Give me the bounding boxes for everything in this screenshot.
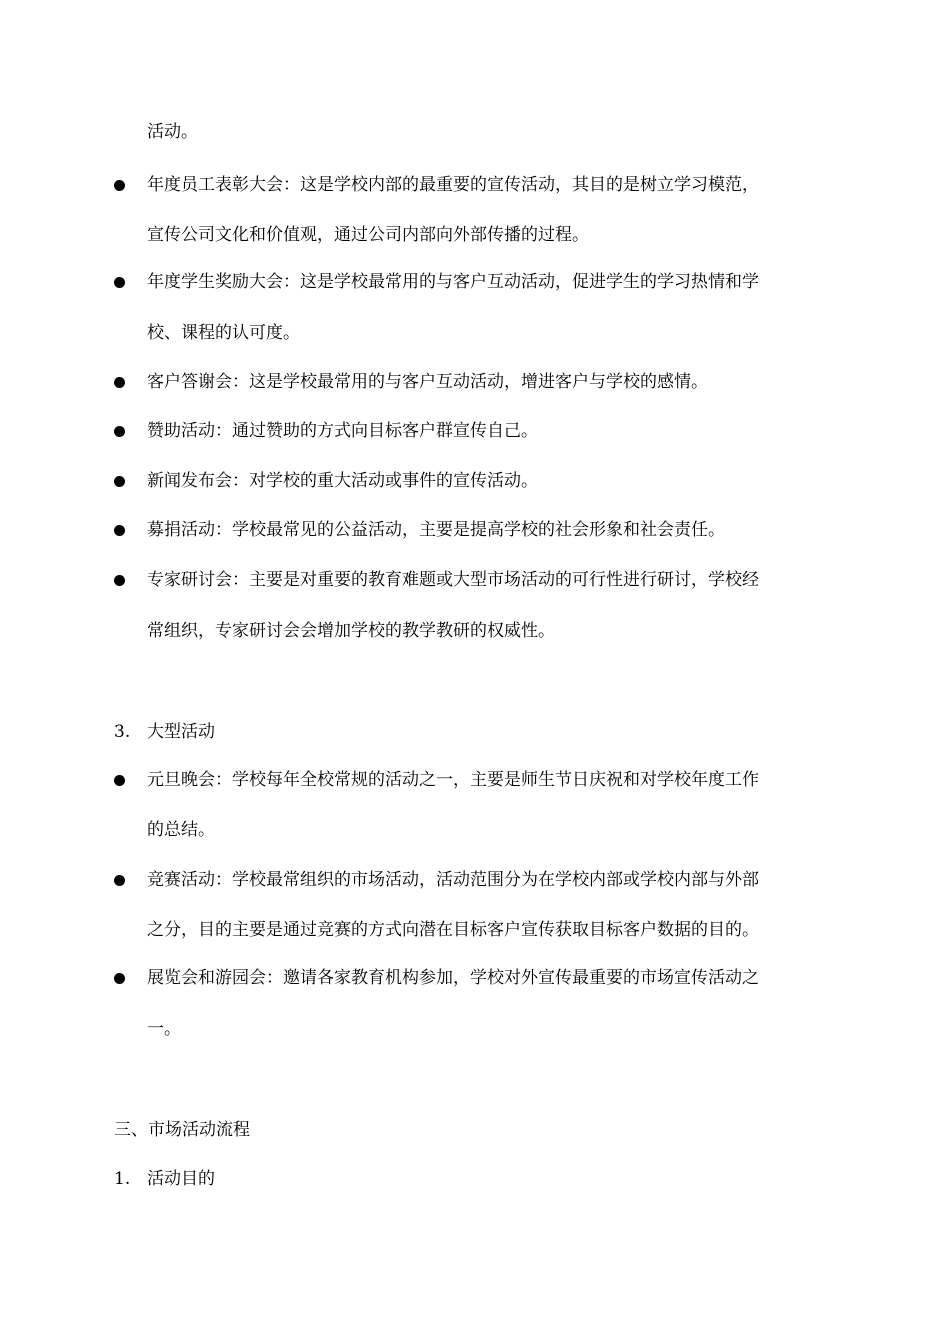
continuation-text: 活动。	[147, 122, 198, 142]
bullet-icon	[114, 775, 125, 786]
list-item-line: 元旦晚会：学校每年全校常规的活动之一，主要是师生节日庆祝和对学校年度工作	[147, 770, 759, 790]
list-item-line: 的总结。	[147, 820, 215, 840]
bullet-icon	[114, 973, 125, 984]
list-item-line: 新闻发布会：对学校的重大活动或事件的宣传活动。	[147, 471, 538, 491]
bullet-icon	[114, 525, 125, 536]
section-title: 大型活动	[147, 722, 215, 742]
section-heading: 三、市场活动流程	[114, 1120, 250, 1140]
bullet-icon	[114, 277, 125, 288]
section-number: 3.	[114, 722, 131, 742]
list-item-line: 校、课程的认可度。	[147, 323, 300, 343]
bullet-icon	[114, 875, 125, 886]
item-number: 1.	[114, 1169, 131, 1189]
list-item-line: 展览会和游园会：邀请各家教育机构参加，学校对外宣传最重要的市场宣传活动之	[147, 968, 759, 988]
list-item-line: 赞助活动：通过赞助的方式向目标客户群宣传自己。	[147, 421, 538, 441]
list-item-line: 常组织，专家研讨会会增加学校的教学教研的权威性。	[147, 621, 555, 641]
list-item-line: 年度学生奖励大会：这是学校最常用的与客户互动活动，促进学生的学习热情和学	[147, 272, 759, 292]
list-item-line: 之分，目的主要是通过竞赛的方式向潜在目标客户宣传获取目标客户数据的目的。	[147, 920, 759, 940]
bullet-icon	[114, 180, 125, 191]
list-item-line: 专家研讨会：主要是对重要的教育难题或大型市场活动的可行性进行研讨，学校经	[147, 570, 759, 590]
list-item-line: 一。	[147, 1019, 181, 1039]
bullet-icon	[114, 377, 125, 388]
list-item-line: 募捐活动：学校最常见的公益活动，主要是提高学校的社会形象和社会责任。	[147, 520, 725, 540]
item-title: 活动目的	[147, 1169, 215, 1189]
list-item-line: 年度员工表彰大会：这是学校内部的最重要的宣传活动，其目的是树立学习模范，	[147, 175, 759, 195]
bullet-icon	[114, 575, 125, 586]
bullet-icon	[114, 426, 125, 437]
bullet-icon	[114, 476, 125, 487]
list-item-line: 客户答谢会：这是学校最常用的与客户互动活动，增进客户与学校的感情。	[147, 372, 708, 392]
list-item-line: 竞赛活动：学校最常组织的市场活动，活动范围分为在学校内部或学校内部与外部	[147, 870, 759, 890]
list-item-line: 宣传公司文化和价值观，通过公司内部向外部传播的过程。	[147, 225, 589, 245]
